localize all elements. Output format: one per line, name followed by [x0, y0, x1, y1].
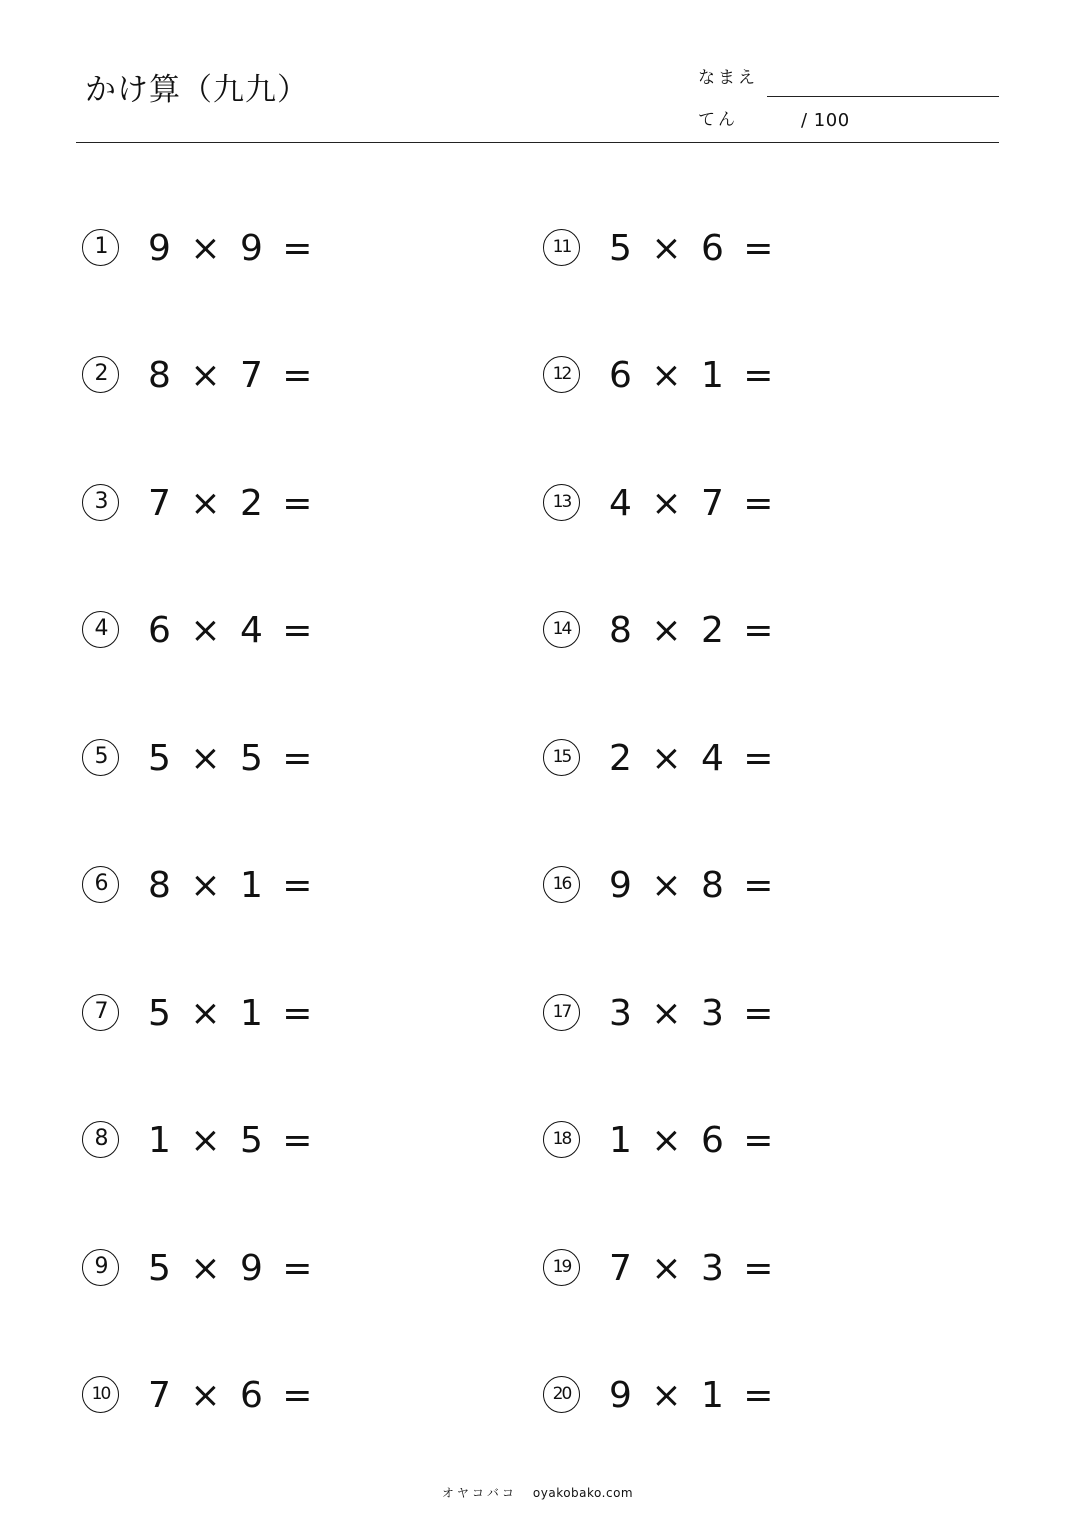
problem-expression: 5 × 6 =	[609, 228, 775, 269]
problem-number: 10	[82, 1376, 119, 1413]
problem-number: 5	[82, 739, 119, 776]
name-write-line[interactable]	[767, 96, 999, 97]
problem-number: 13	[543, 484, 580, 521]
problem-expression: 7 × 3 =	[609, 1248, 775, 1289]
problem-expression: 7 × 6 =	[148, 1375, 314, 1416]
problem-number: 11	[543, 229, 580, 266]
problem-expression: 9 × 9 =	[148, 228, 314, 269]
footer-brand: オヤコバコ	[441, 1486, 517, 1500]
problem-expression: 5 × 5 =	[148, 738, 314, 779]
problem-number: 3	[82, 484, 119, 521]
problem-number: 19	[543, 1249, 580, 1286]
problem-expression: 9 × 1 =	[609, 1375, 775, 1416]
problem-expression: 8 × 1 =	[148, 865, 314, 906]
problem-expression: 5 × 1 =	[148, 993, 314, 1034]
problem-number: 7	[82, 994, 119, 1031]
problem-expression: 1 × 6 =	[609, 1120, 775, 1161]
problem-expression: 9 × 8 =	[609, 865, 775, 906]
problem-expression: 6 × 1 =	[609, 355, 775, 396]
problem-expression: 5 × 9 =	[148, 1248, 314, 1289]
problem-number: 15	[543, 739, 580, 776]
problem-expression: 4 × 7 =	[609, 483, 775, 524]
problem-number: 20	[543, 1376, 580, 1413]
problem-number: 9	[82, 1249, 119, 1286]
problem-number: 2	[82, 356, 119, 393]
problem-number: 14	[543, 611, 580, 648]
problem-expression: 7 × 2 =	[148, 483, 314, 524]
header-divider	[76, 142, 999, 143]
problem-number: 17	[543, 994, 580, 1031]
score-label: てん	[698, 110, 738, 130]
problem-number: 8	[82, 1121, 119, 1158]
problem-expression: 2 × 4 =	[609, 738, 775, 779]
problem-number: 12	[543, 356, 580, 393]
problem-number: 6	[82, 866, 119, 903]
problem-number: 16	[543, 866, 580, 903]
problem-expression: 8 × 7 =	[148, 355, 314, 396]
footer-site: oyakobako.com	[532, 1486, 634, 1500]
problem-number: 4	[82, 611, 119, 648]
problem-expression: 1 × 5 =	[148, 1120, 314, 1161]
name-label: なまえ	[698, 68, 758, 88]
problem-number: 18	[543, 1121, 580, 1158]
problem-expression: 8 × 2 =	[609, 610, 775, 651]
footer	[0, 1484, 1075, 1502]
problem-expression: 3 × 3 =	[609, 993, 775, 1034]
worksheet-title: かけ算（九九）	[85, 72, 309, 108]
score-total: / 100	[801, 110, 850, 131]
problem-number: 1	[82, 229, 119, 266]
problem-expression: 6 × 4 =	[148, 610, 314, 651]
